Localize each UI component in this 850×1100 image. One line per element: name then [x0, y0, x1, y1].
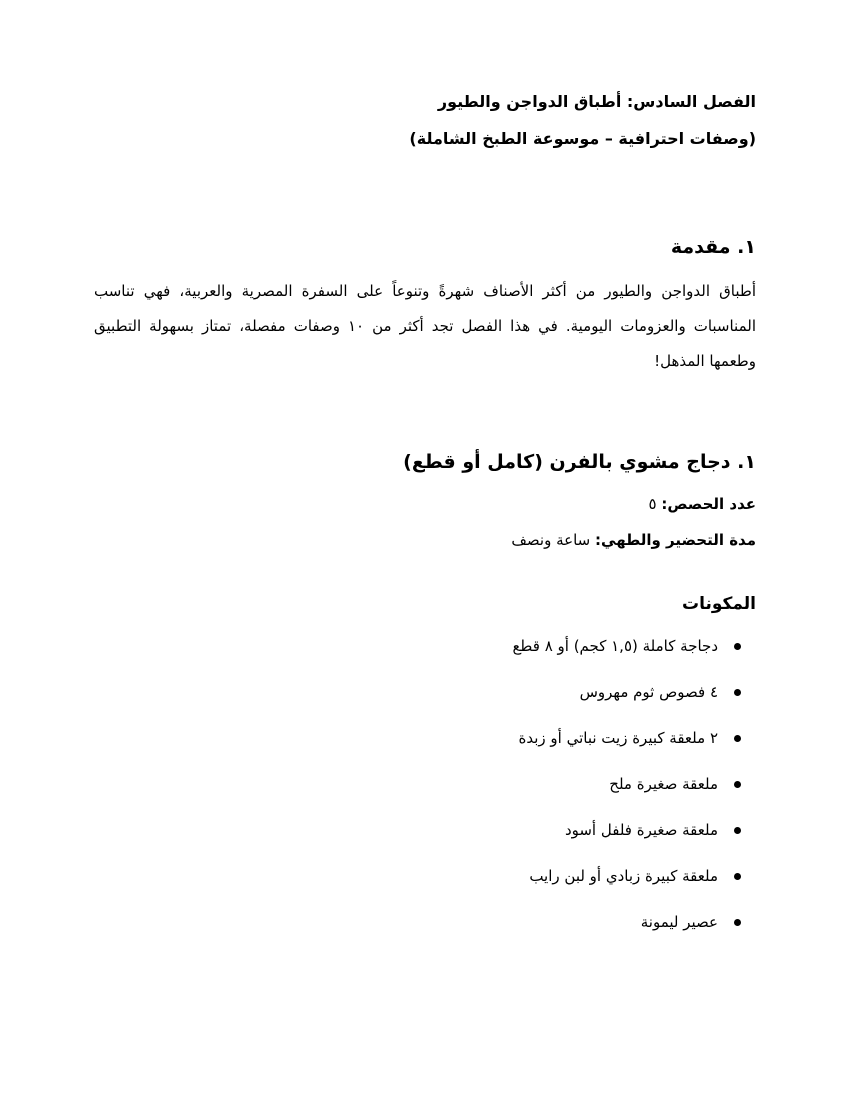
ingredient-text: ٤ فصوص ثوم مهروس	[579, 683, 718, 701]
intro-heading: ١. مقدمة	[670, 236, 756, 258]
page-content	[94, 92, 756, 958]
ingredients-heading: المكونات	[681, 594, 756, 614]
ingredients-list	[94, 636, 756, 932]
list-item	[94, 774, 756, 794]
chapter-title: الفصل السادس: أطباق الدواجن والطيور	[437, 92, 756, 111]
ingredient-text: عصير ليمونة	[640, 913, 718, 931]
list-item	[94, 728, 756, 748]
ingredient-text: ملعقة كبيرة زبادي أو لبن رايب	[529, 867, 718, 885]
intro-paragraph: أطباق الدواجن والطيور من أكثر الأصناف شهرةً وتنوعاً على السفرة المصرية والعربية، فهي تناسب المناسبات والعزومات اليومية. في هذا الفصل تجد أكثر من ١٠ وصفات مفصلة، تمتاز بسهولة التطبيق وطعمها المذهل!	[94, 282, 756, 370]
recipe-heading: ١. دجاج مشوي بالفرن (كامل أو قطع)	[403, 451, 756, 473]
list-item	[94, 820, 756, 840]
prep-time-row	[94, 530, 756, 550]
ingredient-text: ملعقة صغيرة ملح	[609, 775, 718, 793]
bullet-icon	[734, 735, 741, 742]
bullet-icon	[734, 919, 741, 926]
prep-time-label: مدة التحضير والطهي:	[595, 531, 756, 549]
list-item	[94, 866, 756, 886]
list-item	[94, 636, 756, 656]
servings-value: ٥	[648, 495, 657, 513]
bullet-icon	[734, 689, 741, 696]
ingredient-text: ملعقة صغيرة فلفل أسود	[564, 821, 718, 839]
list-item	[94, 912, 756, 932]
bullet-icon	[734, 643, 741, 650]
prep-time-value: ساعة ونصف	[511, 531, 591, 549]
list-item	[94, 682, 756, 702]
ingredient-text: دجاجة كاملة (١,٥ كجم) أو ٨ قطع	[512, 637, 718, 655]
bullet-icon	[734, 827, 741, 834]
bullet-icon	[734, 873, 741, 880]
servings-label: عدد الحصص:	[661, 495, 756, 513]
servings-row	[94, 494, 756, 514]
ingredient-text: ٢ ملعقة كبيرة زيت نباتي أو زبدة	[518, 729, 718, 747]
bullet-icon	[734, 781, 741, 788]
chapter-subtitle: (وصفات احترافية – موسوعة الطبخ الشاملة)	[409, 129, 756, 148]
